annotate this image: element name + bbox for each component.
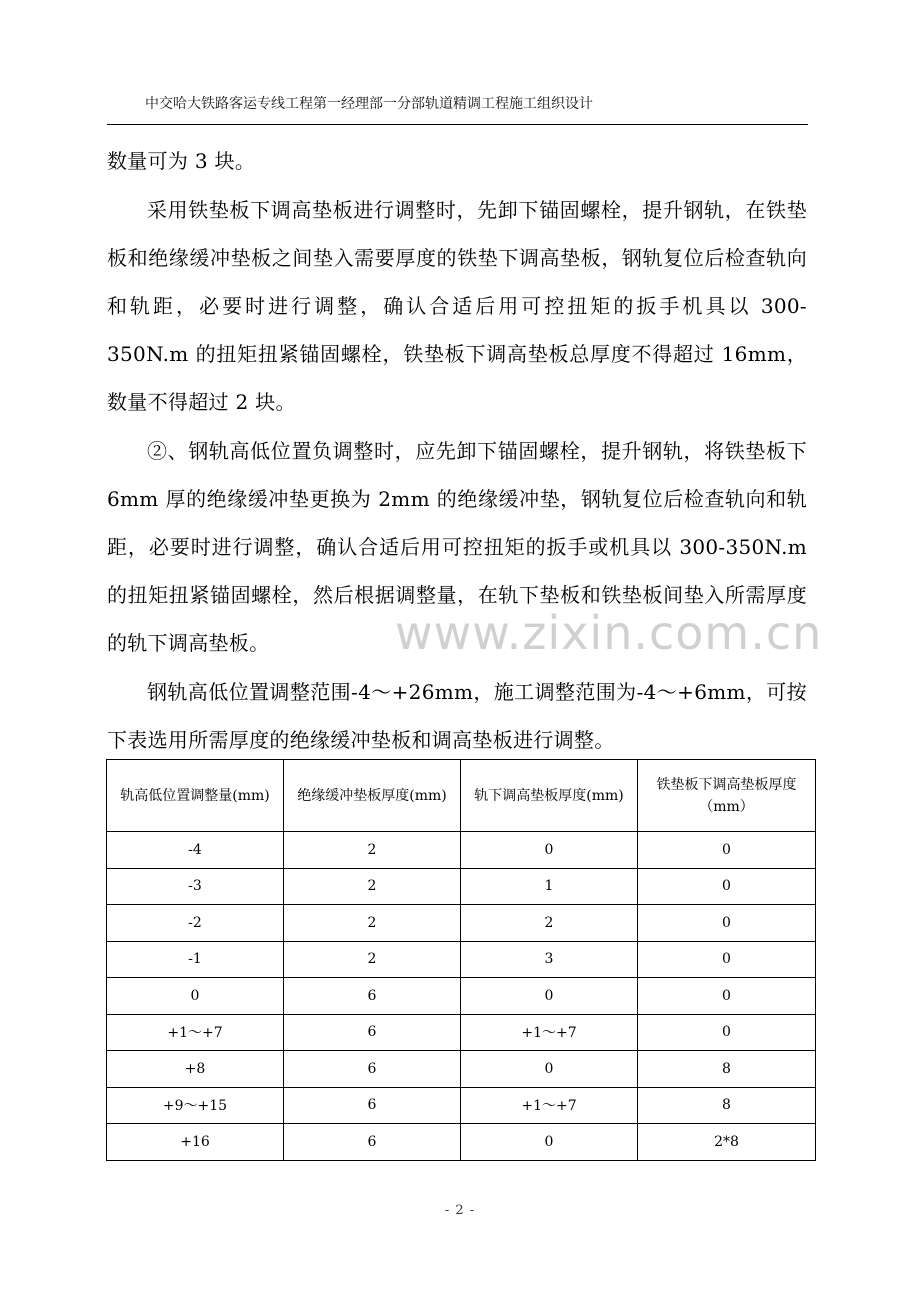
paragraph: 数量可为 3 块。 (107, 149, 256, 173)
table-cell: +1～+7 (107, 1014, 284, 1051)
table-cell: -1 (107, 941, 284, 978)
watermark: www.zixin.com.cn (395, 606, 823, 660)
table-cell: +1～+7 (461, 1014, 638, 1051)
header-rule (107, 124, 808, 125)
table-cell: 0 (107, 978, 284, 1015)
table-cell: 6 (284, 1124, 461, 1161)
table-cell: 2 (284, 832, 461, 869)
paragraph: 采用铁垫板下调高垫板进行调整时，先卸下锚固螺栓，提升钢轨，在铁垫板和绝缘缓冲垫板之间垫入需要厚度的铁垫下调高垫板，钢轨复位后检查轨向和轨距，必要时进行调整，确认合适后用可控扭矩的扳手机具以 300-350N.m 的扭矩扭紧锚固螺栓，铁垫板下调高垫板总厚度不得超过 16mm，数量不得超过 2 块。 (107, 198, 807, 414)
table-cell: +16 (107, 1124, 284, 1161)
body-text (107, 137, 807, 764)
table-cell: 0 (638, 1014, 816, 1051)
table-cell: 6 (284, 1014, 461, 1051)
table-cell: 2 (284, 941, 461, 978)
table-row (107, 1124, 816, 1161)
table-row (107, 832, 816, 869)
col-header-rail-adjustment: 轨高低位置调整量(mm) (107, 760, 284, 832)
table-cell: +1～+7 (461, 1087, 638, 1124)
table-cell: 0 (461, 1124, 638, 1161)
table-row (107, 1087, 816, 1124)
col-header-under-rail-shim: 轨下调高垫板厚度(mm) (461, 760, 638, 832)
table-cell: -4 (107, 832, 284, 869)
table-cell: 2 (284, 905, 461, 942)
col-header-baseplate-shim: 铁垫板下调高垫板厚度（mm） (638, 760, 816, 832)
table-cell: 0 (638, 978, 816, 1015)
table-cell: 8 (638, 1087, 816, 1124)
table-cell: 0 (638, 868, 816, 905)
table-cell: 6 (284, 1087, 461, 1124)
paragraph: 钢轨高低位置调整范围-4～+26mm，施工调整范围为-4～+6mm，可按下表选用所需厚度的绝缘缓冲垫板和调高垫板进行调整。 (107, 680, 807, 752)
table-cell: 2 (461, 905, 638, 942)
table-row (107, 1051, 816, 1088)
table-cell: 3 (461, 941, 638, 978)
table-header-row (107, 760, 816, 832)
table-cell: +9～+15 (107, 1087, 284, 1124)
table-cell: 2*8 (638, 1124, 816, 1161)
paragraph: ②、钢轨高低位置负调整时，应先卸下锚固螺栓，提升钢轨，将铁垫板下 6mm 厚的绝缘缓冲垫更换为 2mm 的绝缘缓冲垫，钢轨复位后检查轨向和轨距，必要时进行调整，确认合适后用可控扭矩的扳手或机具以 300-350N.m 的扭矩扭紧锚固螺栓，然后根据调整量，在轨下垫板和铁垫板间垫入所需厚度的轨下调高垫板。 (107, 439, 807, 655)
table-row (107, 905, 816, 942)
table-cell: 6 (284, 1051, 461, 1088)
table-cell: -2 (107, 905, 284, 942)
table-cell: 0 (638, 941, 816, 978)
table-body (107, 832, 816, 1161)
col-header-insulation-pad: 绝缘缓冲垫板厚度(mm) (284, 760, 461, 832)
table-row (107, 1014, 816, 1051)
table-cell: +8 (107, 1051, 284, 1088)
page-header: 中交哈大铁路客运专线工程第一经理部一分部轨道精调工程施工组织设计 (145, 96, 593, 112)
table-row (107, 978, 816, 1015)
page-number: - 2 - (444, 1203, 476, 1218)
table-cell: 6 (284, 978, 461, 1015)
table-cell: -3 (107, 868, 284, 905)
table-cell: 1 (461, 868, 638, 905)
table-cell: 0 (461, 832, 638, 869)
table-row (107, 868, 816, 905)
table-cell: 0 (638, 905, 816, 942)
table-row (107, 941, 816, 978)
table-cell: 2 (284, 868, 461, 905)
table-cell: 8 (638, 1051, 816, 1088)
table-cell: 0 (638, 832, 816, 869)
table-cell: 0 (461, 1051, 638, 1088)
table-cell: 0 (461, 978, 638, 1015)
adjustment-table (106, 759, 816, 1161)
